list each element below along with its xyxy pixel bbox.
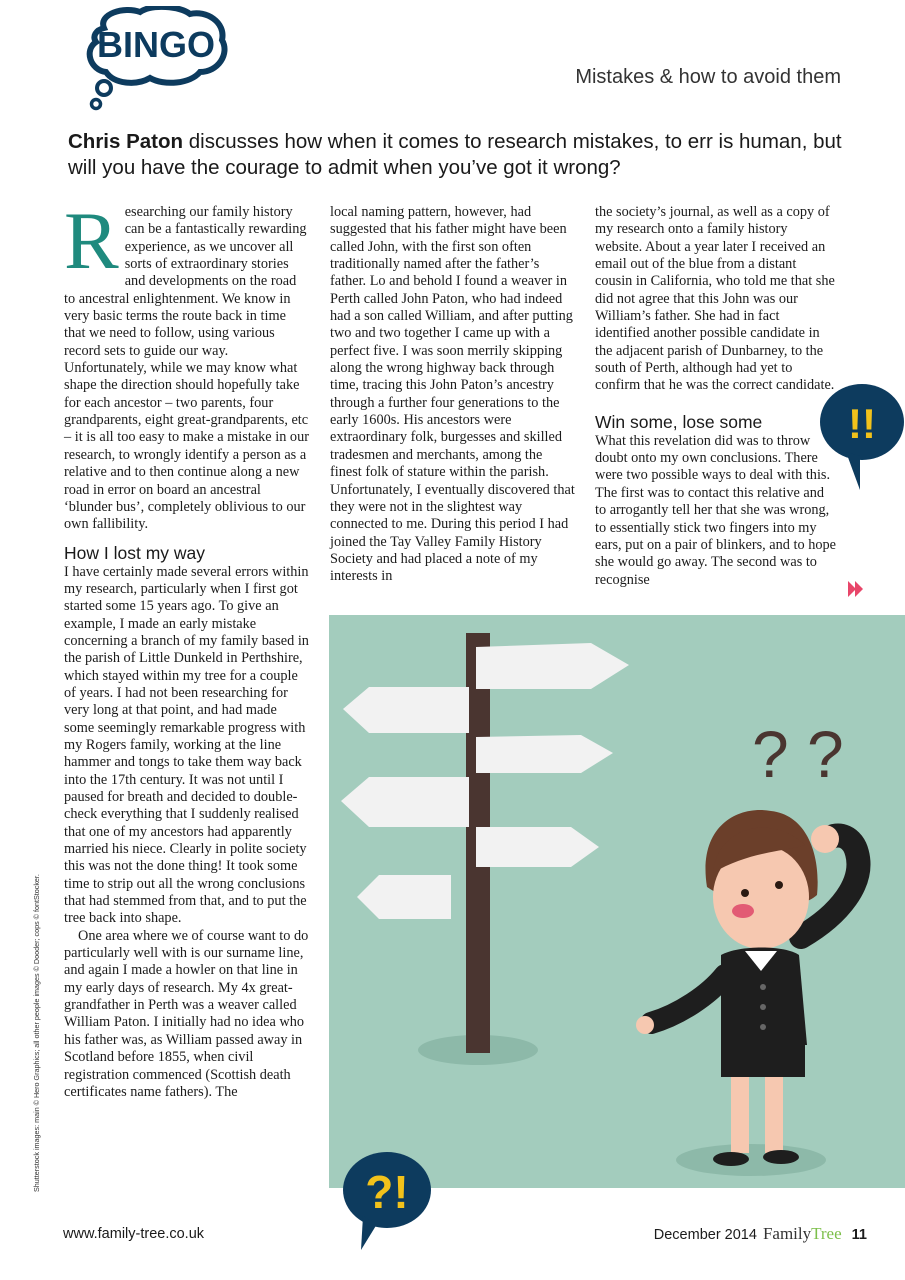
standfirst bbox=[68, 129, 858, 181]
subheading-win-some-lose-some: Win some, lose some bbox=[595, 411, 763, 432]
article-column-3 bbox=[595, 204, 837, 589]
article-paragraph: One area where we of course want to do particularly well with is our surname line, and again I made a howler on that line in my early days of research. My 4x great-grandfather in Perth was a weaver called William Paton. I initially had no idea who his father was, as William passed away in Scotland before 1855, when civil registration commenced (Scottish death certificates name fathers). The bbox=[64, 927, 309, 1100]
article-paragraph: the society’s journal, as well as a copy of my research onto a family history website. About a year later I received an email out of the blue from a distant cousin in California, who told me that she did not agree that this John was our William’s father. She had in fact identified another possible candidate in the adjacent parish of Dunbarney, to the south of Perth, although had yet to confirm that he was the correct candidate. bbox=[595, 204, 835, 394]
image-credit: Shutterstock images: main © Hero Graphics; all other people images © Dooder; cops © fontStocker. bbox=[32, 874, 41, 1192]
footer-website-link[interactable]: www.family-tree.co.uk bbox=[63, 1226, 205, 1242]
question-exclamation-bubble-icon bbox=[341, 1150, 433, 1250]
article-paragraph: Researching our family history can be a fantastically rewarding experience, as we uncover all sorts of extraordinary stories and developments on the road to ancestral enlightenment. We know in very basic terms the route back in time that we need to follow, using various record sets to guide our way. Unfortunately, while we may know what shape the direction should hopefully take for each ancestor – two parents, four grandparents, eight great-grandparents, etc – it is all too easy to make a mistake in our research, to wrongly identify a person as a relative and to then continue along a new road in error on board an ancestral ‘blunder bus’, completely oblivious to our own fallibility. bbox=[64, 195, 309, 533]
article-paragraph: local naming pattern, however, had suggested that his father might have been called John, with the first son often traditionally named after the father’s father. Lo and behold I found a weaver in Perth called John Paton, who had indeed had a son called William, and after putting two and two together I came up with a perfect five. I was soon merrily skipping along the wrong highway back through time, tracing this John Paton’s ancestry through a further four generations to the early 1600s. His ancestors were extraordinary folk, burgesses and skilled tradesmen and merchants, among the finest folk of stature within the parish. Unfortunately, I eventually discovered that they were not in the slightest way connected to me. During this period I had joined the Tay Valley Family History Society and had placed a note of my interests in bbox=[330, 204, 575, 585]
standfirst-text: discusses how when it comes to research mistakes, to err is human, but will you have the courage to admit when you’ve got it wrong? bbox=[68, 130, 842, 179]
article-paragraph: What this revelation did was to throw doubt onto my own conclusions. There were two possible ways to deal with this. The first was to contact this relative and to arrogantly tell her that she was wrong, to essentially stick two fingers into my ears, put on a pair of blinkers, and to hope she would go away. The second was to recognise bbox=[595, 432, 836, 588]
bingo-logo bbox=[84, 6, 230, 114]
article-paragraph: I have certainly made several errors within my research, particularly when I first got started some 15 years ago. To give an example, I made an early mistake concerning a branch of my family based in the parish of Little Dunkeld in Perthshire, which stayed within my tree for a couple of years. I had not been researching for very long at that point, and had made some seemingly remarkable progress with my Rogers family, working at the line hammer and tongs to take them way back into the 17th century. It was not until I paused for breath and decided to double-check everything that I suddenly realised that one of my ancestors had apparently married his niece. Clearly in polite society this was not the done thing! It took some time to strip out all the wrong conclusions that had stemmed from that, and to put the tree back into shape. bbox=[64, 563, 309, 927]
continue-arrow-icon bbox=[848, 580, 864, 598]
article-column-1 bbox=[64, 195, 309, 1101]
drop-cap: R bbox=[64, 195, 119, 286]
author-name: Chris Paton bbox=[68, 130, 184, 153]
footer-info bbox=[654, 1224, 867, 1244]
svg-text:BINGO: BINGO bbox=[96, 24, 216, 65]
svg-text:?!: ?! bbox=[365, 1166, 409, 1218]
svg-text:!!: !! bbox=[848, 400, 876, 447]
article-column-2 bbox=[330, 204, 576, 586]
exclamation-bubble-icon bbox=[816, 382, 904, 492]
page-number: 11 bbox=[851, 1227, 867, 1243]
magazine-brand: FamilyTree bbox=[762, 1224, 842, 1243]
signpost-illustration bbox=[329, 615, 905, 1188]
subheading-how-i-lost-my-way: How I lost my way bbox=[64, 542, 205, 563]
section-title: Mistakes & how to avoid them bbox=[575, 66, 841, 88]
issue-date: December 2014 bbox=[653, 1227, 757, 1243]
svg-text:? ?: ? ? bbox=[752, 717, 844, 791]
